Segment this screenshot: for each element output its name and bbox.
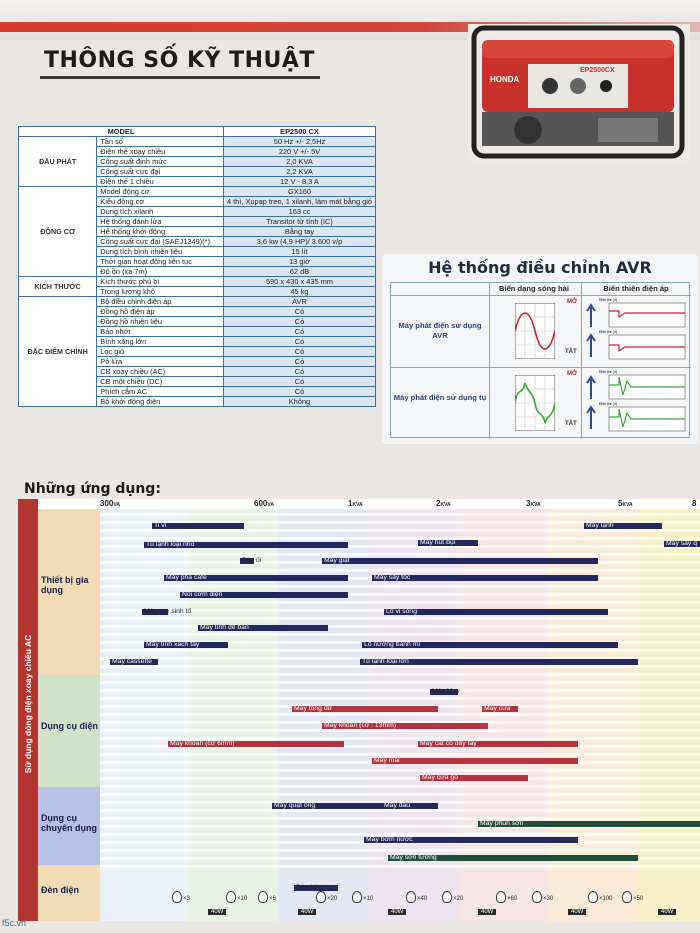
ac-side-label: Sử dụng dòng điện xoay chiều AC: [18, 499, 38, 921]
spec-row: [19, 297, 376, 307]
generator-brand: HONDA: [490, 75, 520, 84]
lamp-bulb-icon: [258, 891, 268, 903]
lamp-bulb-icon: [532, 891, 542, 903]
lamp-bulb-icon: [352, 891, 362, 903]
spec-label: Model động cơ: [97, 187, 224, 197]
axis-label-4: Điện thế (V): [599, 402, 618, 406]
spec-value: 220 V +/- 5V: [223, 147, 375, 157]
item-label: Tủ lạnh loại lớn: [362, 658, 409, 665]
item-label: Máy cắt cỏ đẩy tay: [420, 740, 477, 747]
axis-tick-5kva: 5KVA: [618, 499, 633, 508]
spec-value: Có: [223, 377, 375, 387]
spec-value: 12 V - 8,3 A: [223, 177, 375, 187]
item-label: Máy sấy q: [666, 540, 697, 547]
axis-tick-3kva: 3KVA: [526, 499, 541, 508]
lamp-count: ×10: [237, 896, 248, 902]
spec-label: Pô lửa: [97, 357, 224, 367]
spec-value: 2,0 KVA: [223, 157, 375, 167]
spec-label: Hệ thống khởi động: [97, 227, 224, 237]
axis-tick-2kva: 2KVA: [436, 499, 451, 508]
voltage-graph-capacitor: [585, 369, 689, 435]
avr-row-avr: Máy phát điện sử dụng AVR: [398, 321, 482, 340]
item-label: Máy sơn tường: [390, 854, 437, 861]
spec-value: 50 Hz +/- 2,5Hz: [223, 137, 375, 147]
spec-label: Phích cắm AC: [97, 387, 224, 397]
spec-label: Báo nhớt: [97, 327, 224, 337]
lamp-count: ×20: [327, 896, 338, 902]
spec-label: Công suất cực đại (SAEJ1349)(*): [97, 237, 224, 247]
item-label: Đèn báo: [296, 884, 322, 891]
avr-title: Hệ thống điều chỉnh AVR: [428, 258, 652, 277]
lamp-count: ×100: [599, 896, 613, 902]
lamp-bulb-icon: [226, 891, 236, 903]
item-label: Máy lạnh: [586, 522, 614, 529]
spec-group: ĐỘNG CƠ: [19, 187, 97, 277]
spec-label: Lọc gió: [97, 347, 224, 357]
avr-row-capacitor: Máy phát điện sử dụng tụ: [393, 393, 487, 402]
title-underline: [40, 76, 320, 79]
spec-value: Có: [223, 347, 375, 357]
lamp-watt: 40W: [658, 909, 676, 915]
spec-value: Có: [223, 387, 375, 397]
spec-label: CB xoay chiều (AC): [97, 367, 224, 377]
item-label: Nồi cơm điện: [182, 591, 223, 598]
spec-row: [19, 137, 376, 147]
lamp-count: ×40: [417, 896, 428, 902]
spec-label: Bình xăng lớn: [97, 337, 224, 347]
spec-value: AVR: [223, 297, 375, 307]
item-label: Máy cassette: [112, 658, 153, 665]
spec-label: Trọng lượng khô: [97, 287, 224, 297]
spec-row: [19, 187, 376, 197]
avr-panel: [382, 254, 698, 444]
item-label: Máy pha cafe: [166, 574, 207, 581]
spec-label: CB một chiều (DC): [97, 377, 224, 387]
spec-value: 62 dB: [223, 267, 375, 277]
spec-value: Không: [223, 397, 375, 407]
spec-value: Có: [223, 337, 375, 347]
off-label-1: TẮT: [565, 349, 577, 355]
item-label: Máy dầu: [384, 802, 411, 809]
lamp-bulb-icon: [622, 891, 632, 903]
spec-label: Tần số: [97, 137, 224, 147]
spec-value: Bằng tay: [223, 227, 375, 237]
spec-label: Bộ điều chỉnh điện áp: [97, 297, 224, 307]
spec-label: Độ ồn (xa 7m): [97, 267, 224, 277]
item-label: Máy tính xách tay: [146, 641, 200, 648]
lamp-watt: 40W: [298, 909, 316, 915]
lamp-count: ×20: [453, 896, 464, 902]
item-label: Tủ lạnh loại nhỏ: [146, 541, 195, 548]
item-label: Máy phun sơn: [480, 820, 524, 827]
axis-tick-300va: 300VA: [100, 499, 120, 508]
spec-label: Thời gian hoạt động liên tục: [97, 257, 224, 267]
lamp-bulb-icon: [316, 891, 326, 903]
applications-title: Những ứng dụng:: [24, 481, 161, 497]
axis-label-3: Điện thế (V): [599, 370, 618, 374]
spec-label: Kiểu động cơ: [97, 197, 224, 207]
lamp-count: ×10: [363, 896, 374, 902]
avr-col-harmonic: Biến dạng sóng hài: [498, 284, 570, 293]
generator-model: EP2500CX: [580, 67, 615, 74]
spec-label: Kích thước phủ bì: [97, 277, 224, 287]
axis-tick-600va: 600VA: [254, 499, 274, 508]
spec-value: 4 thì, Xupap treo, 1 xilanh, làm mát bằng gió: [223, 197, 375, 207]
cat-lighting: Đèn điện: [41, 885, 80, 895]
item-label: Ti vi: [154, 522, 167, 529]
spec-label: Dung tích bình nhiên liệu: [97, 247, 224, 257]
spec-value: Có: [223, 317, 375, 327]
spec-value: GX160: [223, 187, 375, 197]
cat-bg-power-tools: [38, 675, 100, 787]
spec-row: [19, 277, 376, 287]
item-label: Lò vi sóng: [386, 608, 417, 615]
spec-value: 2,2 KVA: [223, 167, 375, 177]
spec-group: ĐẶC ĐIỂM CHÍNH: [19, 297, 97, 407]
spec-value: 590 x 430 x 435 mm: [223, 277, 375, 287]
item-label: Máy xay sinh tố: [144, 608, 192, 615]
item-bar: [372, 758, 578, 764]
sine-wave-avr: [515, 303, 555, 359]
cat-power-tools: Dụng cụ điện: [41, 721, 98, 731]
lamp-watt: 40W: [388, 909, 406, 915]
spec-value: Có: [223, 327, 375, 337]
item-label: Máy tính để bàn: [200, 624, 249, 631]
item-label: Máy bơm nước: [366, 836, 413, 843]
item-bar: [322, 558, 598, 564]
axis-label-2: Điện thế (V): [599, 330, 618, 334]
page-title: THÔNG SỐ KỸ THUẬT: [44, 48, 315, 73]
item-label: Lò nướng bánh mì: [364, 641, 421, 648]
spec-value: Transitor từ tính (IC): [223, 217, 375, 227]
spec-value: Có: [223, 307, 375, 317]
on-label-2: MỞ: [567, 371, 578, 377]
item-label: Máy quạt ống: [274, 802, 316, 809]
item-label: Máy khoan (cơ : 13mm): [324, 722, 397, 729]
item-label: Bàn ủi: [242, 557, 262, 564]
lamp-bulb-icon: [406, 891, 416, 903]
spec-value: Có: [223, 367, 375, 377]
spec-label: Công suất cực đại: [97, 167, 224, 177]
spec-value: 15 lít: [223, 247, 375, 257]
spec-label: Dung tích xilanh: [97, 207, 224, 217]
lamp-count: ×3: [183, 896, 190, 902]
spec-value: 3,6 kw (4,9 HP)/ 3.600 v/p: [223, 237, 375, 247]
off-label-2: TẮT: [565, 421, 577, 427]
cat-household: Thiết bị gia dụng: [41, 575, 89, 595]
spec-value: 13 giờ: [223, 257, 375, 267]
generator-image: [468, 24, 690, 162]
item-label: Máy cưa gỗ: [422, 774, 458, 781]
spec-value: Có: [223, 357, 375, 367]
spec-label: Công suất định mức: [97, 157, 224, 167]
lamp-watt: 40W: [568, 909, 586, 915]
lamp-bulb-icon: [442, 891, 452, 903]
applications-chart: [18, 499, 700, 921]
avr-col-voltage: Biến thiên điện áp: [603, 284, 669, 293]
lamp-watt: 40W: [208, 909, 226, 915]
avr-grid: [390, 282, 690, 438]
lamp-bulb-icon: [496, 891, 506, 903]
model-value: EP2500 CX: [223, 127, 375, 137]
axis-label-1: Điện thế (V): [599, 298, 618, 302]
item-label: Máy cưa: [484, 705, 511, 712]
spec-value: 163 cc: [223, 207, 375, 217]
spec-label: Bộ khởi động điện: [97, 397, 224, 407]
sine-wave-capacitor: [515, 375, 555, 431]
lamp-bulb-icon: [588, 891, 598, 903]
lamp-bulb-icon: [172, 891, 182, 903]
lamp-watt: 40W: [478, 909, 496, 915]
item-label: Máy giặt: [324, 557, 350, 564]
item-label: Máy tông đơ: [294, 705, 333, 712]
axis-tick-1kva: 1KVA: [348, 499, 363, 508]
spec-group: ĐẦU PHÁT: [19, 137, 97, 187]
spec-group: KÍCH THƯỚC: [19, 277, 97, 297]
spec-label: Điện thế 1 chiều: [97, 177, 224, 187]
item-label: Máy hút bụi: [420, 539, 456, 546]
spec-label: Đồng hồ điện áp: [97, 307, 224, 317]
item-label: Máy sấy tóc: [374, 574, 411, 581]
spec-label: Đồng hồ nhiên liệu: [97, 317, 224, 327]
spec-value: 45 kg: [223, 287, 375, 297]
item-label: Máy May: [432, 688, 460, 695]
spec-table: [18, 126, 376, 407]
lamp-count: ×50: [633, 896, 644, 902]
cat-special-tools: Dụng cụ chuyên dụng: [41, 813, 97, 833]
watermark: f5c.vn: [2, 918, 27, 928]
item-label: Máy khoan (cơ 6mm): [170, 740, 235, 747]
spec-label: Điện thế xoay chiều: [97, 147, 224, 157]
lamp-count: ×6: [269, 896, 276, 902]
model-header: MODEL: [19, 127, 224, 137]
on-label-1: MỞ: [567, 299, 578, 305]
item-label: Máy mài: [374, 757, 400, 764]
lamp-count: ×30: [543, 896, 554, 902]
lamp-count: ×60: [507, 896, 518, 902]
axis-tick-8: 8: [692, 499, 697, 508]
spec-label: Hệ thống đánh lửa: [97, 217, 224, 227]
voltage-graph-avr: [585, 297, 689, 363]
